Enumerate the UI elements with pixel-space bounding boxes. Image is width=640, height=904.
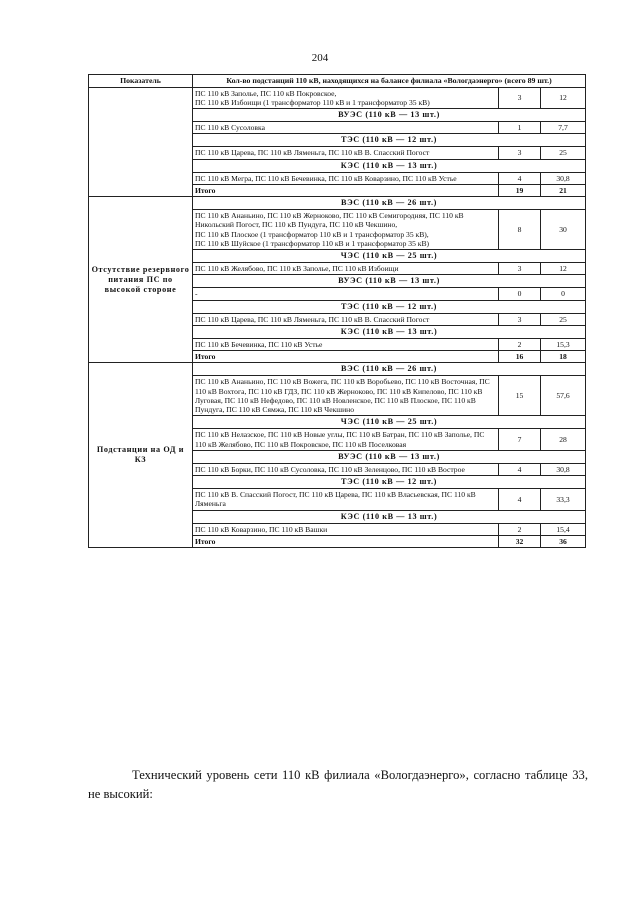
count-cell: 15 (499, 376, 541, 416)
header-indicator: Показатель (89, 75, 193, 88)
percent-cell: 21 (541, 184, 586, 196)
percent-cell: 36 (541, 535, 586, 547)
table-body (89, 87, 586, 548)
count-cell: 4 (499, 463, 541, 475)
substations-table (88, 74, 586, 548)
section-title: ВУЭС (110 кВ — 13 шт.) (193, 450, 586, 463)
section-title: ЧЭС (110 кВ — 25 шт.) (193, 250, 586, 263)
percent-cell: 18 (541, 351, 586, 363)
section-row (89, 197, 586, 210)
section-title: ВУЭС (110 кВ — 13 шт.) (193, 109, 586, 122)
substation-list: ПС 110 кВ Сусоловка (193, 122, 499, 134)
count-cell: 3 (499, 147, 541, 159)
percent-cell: 15,4 (541, 523, 586, 535)
table-header-row (89, 75, 586, 88)
substation-list: ПС 110 кВ В. Спасский Погост, ПС 110 кВ Царева, ПС 110 кВ Власьевская, ПС 110 кВ Ляменьга (193, 489, 499, 511)
count-cell: 4 (499, 172, 541, 184)
substation-list: ПС 110 кВ Царева, ПС 110 кВ Ляменьга, ПС 110 кВ В. Спасский Погост (193, 313, 499, 325)
section-row (89, 363, 586, 376)
count-cell: 32 (499, 535, 541, 547)
count-cell: 3 (499, 263, 541, 275)
substation-list: ПС 110 кВ Бечевинка, ПС 110 кВ Устье (193, 338, 499, 350)
substation-list: - (193, 288, 499, 300)
substation-list: ПС 110 кВ Борки, ПС 110 кВ Сусоловка, ПС 110 кВ Зеленцово, ПС 110 кВ Вострое (193, 463, 499, 475)
section-title: КЭС (110 кВ — 13 шт.) (193, 325, 586, 338)
substation-list: ПС 110 кВ Нелазское, ПС 110 кВ Новые углы, ПС 110 кВ Батран, ПС 110 кВ Заполье, ПС 110 кВ Желябово, ПС 110 кВ Покровское, ПС 110 кВ Поселковая (193, 429, 499, 451)
percent-cell: 28 (541, 429, 586, 451)
section-title: ВЭС (110 кВ — 26 шт.) (193, 197, 586, 210)
section-title: ТЭС (110 кВ — 12 шт.) (193, 476, 586, 489)
indicator-cell: Подстанции на ОД и КЗ (89, 363, 193, 548)
section-title: ЧЭС (110 кВ — 25 шт.) (193, 416, 586, 429)
section-title: КЭС (110 кВ — 13 шт.) (193, 159, 586, 172)
percent-cell: 25 (541, 147, 586, 159)
count-cell: 7 (499, 429, 541, 451)
percent-cell: 57,6 (541, 376, 586, 416)
substation-list: ПС 110 кВ Мегра, ПС 110 кВ Бечевинка, ПС 110 кВ Коварзино, ПС 110 кВ Устье (193, 172, 499, 184)
percent-cell: 30 (541, 210, 586, 250)
substation-list: ПС 110 кВ Ананьино, ПС 110 кВ Вожега, ПС 110 кВ Воробьево, ПС 110 кВ Восточная, ПС 110 кВ Вохтога, ПС 110 кВ ГДЗ, ПС 110 кВ Жерноково, ПС 110 кВ Кипелово, ПС 110 кВ Луговая, ПС 110 кВ Нефедово, ПС 110 кВ Новленское, ПС 110 кВ Плоское, ПС 110 кВ Пундуга, ПС 110 кВ Сямжа, ПС 110 кВ Чекшино (193, 376, 499, 416)
section-title: ВЭС (110 кВ — 26 шт.) (193, 363, 586, 376)
count-cell: 0 (499, 288, 541, 300)
indicator-cell: Отсутствие резервного питания ПС по высокой стороне (89, 197, 193, 363)
count-cell: 1 (499, 122, 541, 134)
section-title: КЭС (110 кВ — 13 шт.) (193, 510, 586, 523)
section-title: ТЭС (110 кВ — 12 шт.) (193, 134, 586, 147)
substation-list: ПС 110 кВ Царева, ПС 110 кВ Ляменьга, ПС 110 кВ В. Спасский Погост (193, 147, 499, 159)
count-cell: 3 (499, 313, 541, 325)
percent-cell: 0 (541, 288, 586, 300)
body-paragraph: Технический уровень сети 110 кВ филиала «Вологдаэнерго», согласно таблице 33, не высокий: (88, 768, 588, 801)
indicator-cell (89, 87, 193, 197)
count-cell: 2 (499, 523, 541, 535)
percent-cell: 12 (541, 263, 586, 275)
table-row (89, 87, 586, 109)
count-cell: 19 (499, 184, 541, 196)
percent-cell: 15,3 (541, 338, 586, 350)
percent-cell: 7,7 (541, 122, 586, 134)
count-cell: 3 (499, 87, 541, 109)
percent-cell: 30,8 (541, 463, 586, 475)
substation-list: ПС 110 кВ Ананьино, ПС 110 кВ Жерноково, ПС 110 кВ Семигородняя, ПС 110 кВ Никольский Погост, ПС 110 кВ Пундуга, ПС 110 кВ Чекшино, ПС 110 кВ Плоское (1 трансформатор 110 кВ и 1 трансформатор 35 кВ), ПС 110 кВ Шуйское (1 трансформатор 110 кВ и 1 трансформатор 35 кВ) (193, 210, 499, 250)
percent-cell: 33,3 (541, 489, 586, 511)
percent-cell: 30,8 (541, 172, 586, 184)
section-title: ВУЭС (110 кВ — 13 шт.) (193, 275, 586, 288)
total-label: Итого (193, 184, 499, 196)
substation-list: ПС 110 кВ Коварзино, ПС 110 кВ Вашки (193, 523, 499, 535)
count-cell: 8 (499, 210, 541, 250)
substation-list: ПС 110 кВ Желябово, ПС 110 кВ Заполье, ПС 110 кВ Избоищи (193, 263, 499, 275)
total-label: Итого (193, 351, 499, 363)
section-title: ТЭС (110 кВ — 12 шт.) (193, 300, 586, 313)
total-label: Итого (193, 535, 499, 547)
count-cell: 2 (499, 338, 541, 350)
page-number: 204 (311, 52, 329, 64)
percent-cell: 12 (541, 87, 586, 109)
count-cell: 4 (499, 489, 541, 511)
substation-list: ПС 110 кВ Заполье, ПС 110 кВ Покровское, ПС 110 кВ Избоищи (1 трансформатор 110 кВ и 1 трансформатор 35 кВ) (193, 87, 499, 109)
header-substations: Кол-во подстанций 110 кВ, находящихся на балансе филиала «Вологдаэнерго» (всего 89 шт.) (193, 75, 586, 88)
count-cell: 16 (499, 351, 541, 363)
percent-cell: 25 (541, 313, 586, 325)
